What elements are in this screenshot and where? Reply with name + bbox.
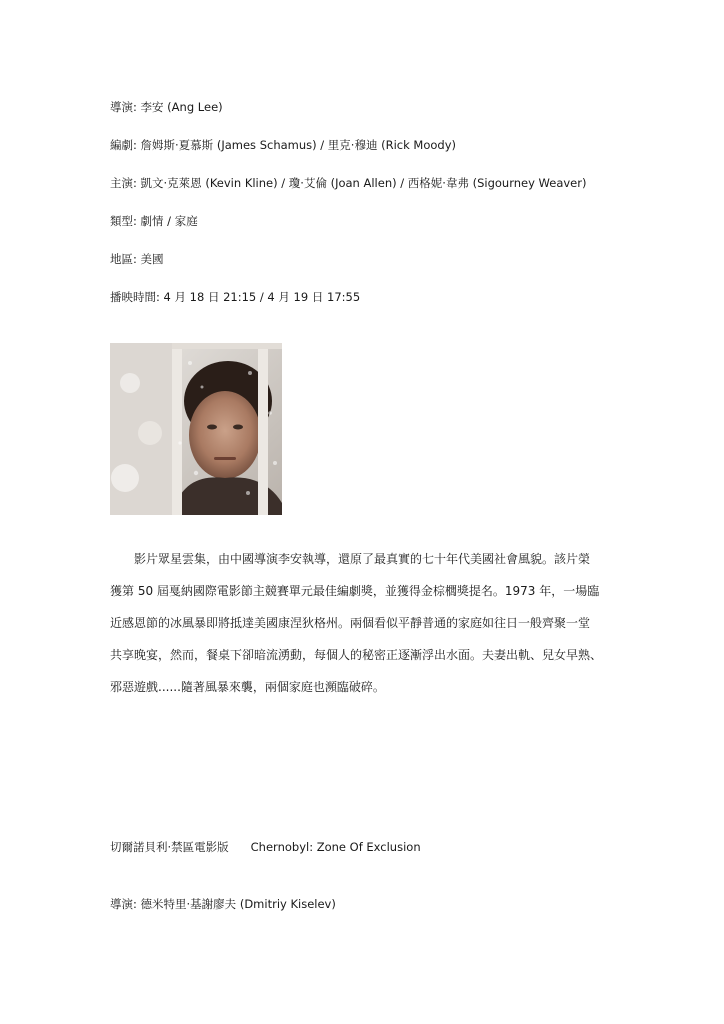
man-behind-window-image: [110, 343, 282, 515]
synopsis-line: 共享晚宴，然而，餐桌下卻暗流湧動，每個人的秘密正逐漸浮出水面。夫妻出軌、兒女早熟、: [110, 648, 603, 662]
synopsis-line: 邪惡遊戲......隨著風暴來襲，兩個家庭也瀕臨破碎。: [110, 680, 385, 694]
film1-genre: 類型: 劇情 / 家庭: [110, 214, 198, 228]
film1-showtimes: 播映時間: 4 月 18 日 21:15 / 4 月 19 日 17:55: [110, 290, 361, 304]
film1-director: 導演: 李安 (Ang Lee): [110, 100, 223, 114]
film2-title-zh: 切爾諾貝利·禁區電影版: [110, 840, 229, 854]
film1-cast: 主演: 凱文·克萊恩 (Kevin Kline) / 瓊·艾倫 (Joan Allen) / 西格妮·韋弗 (Sigourney Weaver): [110, 176, 587, 190]
synopsis-line: 獲第 50 屆戛納國際電影節主競賽單元最佳編劇獎，並獲得金棕櫚獎提名。1973 年，一場臨: [110, 584, 600, 598]
film2-title-en: Chernobyl: Zone Of Exclusion: [250, 840, 421, 854]
film-still-photo: [110, 343, 282, 515]
film1-writers: 編劇: 詹姆斯·夏慕斯 (James Schamus) / 里克·穆迪 (Rick Moody): [110, 138, 457, 152]
film2-title: [110, 840, 421, 854]
synopsis-line: 影片眾星雲集，由中國導演李安執導，還原了最真實的七十年代美國社會風貌。該片榮: [134, 552, 591, 566]
film1-region: 地區: 美國: [110, 252, 164, 266]
film1-synopsis: [110, 552, 630, 712]
synopsis-line: 近感恩節的冰風暴即將抵達美國康涅狄格州。兩個看似平靜普通的家庭如往日一般齊聚一堂: [110, 616, 591, 630]
film2-director: 導演: 德米特里·基謝廖夫 (Dmitriy Kiselev): [110, 897, 336, 911]
